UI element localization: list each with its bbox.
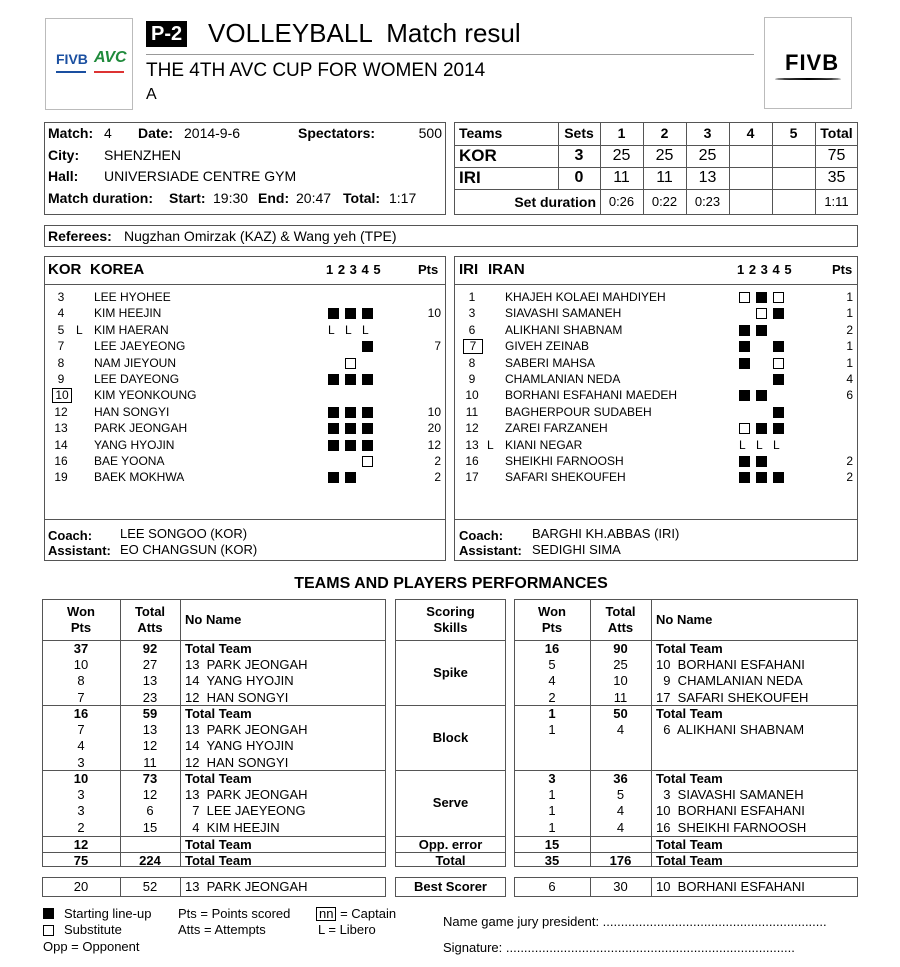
- libero-flag: [487, 453, 499, 469]
- won-points: 1: [548, 819, 556, 835]
- player-starting-square: [773, 374, 784, 385]
- player-number: 3: [57, 290, 65, 304]
- player-starting-square: [362, 440, 373, 451]
- skill-total: Total: [435, 853, 466, 868]
- performance-title: TEAMS AND PLAYERS PERFORMANCES: [294, 575, 608, 592]
- player-name: 13 PARK JEONGAH: [185, 722, 308, 738]
- row-label: Total Team: [656, 837, 723, 852]
- player-starting-square: [739, 358, 750, 369]
- won-points: 3: [548, 771, 556, 786]
- substitute-square: [43, 925, 54, 936]
- libero-flag: [487, 338, 499, 354]
- player-starting-square: [756, 292, 767, 303]
- won-points: 10: [73, 771, 89, 786]
- won-points: 75: [73, 853, 89, 868]
- player-name: Total Team: [185, 771, 252, 786]
- libero-flag: [487, 305, 499, 321]
- libero-flag: [487, 469, 499, 485]
- player-starting-square: [773, 407, 784, 418]
- player-number: 7: [57, 339, 65, 354]
- player-starting-square: [756, 423, 767, 434]
- player-number: 1: [468, 290, 476, 304]
- player-name: BAGHERPOUR SUDABEH: [505, 404, 652, 419]
- player-starting-square: [756, 472, 767, 483]
- player-name: SABERI MAHSA: [505, 355, 596, 370]
- player-substitute-square: [773, 292, 784, 303]
- player-name: Total Team: [185, 641, 252, 656]
- player-starting-square: [739, 325, 750, 336]
- player-starting-square: [362, 407, 373, 418]
- player-starting-square: [739, 390, 750, 401]
- total-attempts: 176: [609, 853, 632, 868]
- player-name: LEE DAYEONG: [94, 372, 180, 386]
- libero-flag: [76, 469, 88, 485]
- player-points: [411, 371, 441, 387]
- coach-kor: LEE SONGOO (KOR): [120, 526, 248, 541]
- player-points: 2: [846, 454, 853, 468]
- player-starting-square: [739, 341, 750, 352]
- total-attempts: 224: [139, 853, 161, 868]
- player-name: 13 PARK JEONGAH: [185, 657, 308, 673]
- player-number-captain: 10: [52, 388, 72, 403]
- total-attempts: 92: [142, 641, 158, 656]
- player-number: 16: [54, 454, 68, 468]
- total-attempts: 4: [616, 722, 625, 738]
- total-attempts: [590, 755, 651, 771]
- player-starting-square: [362, 374, 373, 385]
- player-number: 8: [57, 355, 65, 370]
- player-name: HAN SONGYI: [94, 404, 170, 419]
- won-points: 2: [548, 689, 556, 705]
- player-starting-square: [756, 456, 767, 467]
- player-name: 10 BORHANI ESFAHANI: [656, 657, 805, 673]
- total-attempts: 4: [616, 803, 625, 819]
- player-name: SAFARI SHEKOUFEH: [505, 470, 626, 485]
- player-number: 11: [465, 404, 479, 419]
- player-name: 13 PARK JEONGAH: [185, 787, 308, 803]
- player-name: YANG HYOJIN: [94, 437, 175, 452]
- starting-lineup-square: [43, 908, 54, 919]
- start-time: 19:30: [213, 190, 249, 206]
- player-points: [411, 387, 441, 403]
- total-attempts: 5: [616, 787, 625, 803]
- total-attempts: [120, 837, 180, 853]
- player-name: LEE HYOHEE: [94, 290, 171, 304]
- player-points: 1: [846, 290, 853, 304]
- player-name: GIVEH ZEINAB: [505, 339, 590, 354]
- won-points: 35: [544, 853, 560, 868]
- player-name: KIANI NEGAR: [505, 437, 583, 452]
- won-points: 3: [77, 803, 85, 819]
- total-attempts: 13: [142, 722, 158, 738]
- player-libero-mark: L: [739, 437, 746, 452]
- player-points: 2: [434, 470, 441, 485]
- won-points: 8: [77, 673, 85, 689]
- won-points: 5: [548, 657, 556, 673]
- won-points: 3: [77, 787, 85, 803]
- libero-flag: [487, 322, 499, 338]
- score-team-kor: KOR: [459, 146, 497, 165]
- player-starting-square: [773, 341, 784, 352]
- player-number: 16: [465, 454, 479, 468]
- player-number: 19: [54, 470, 68, 485]
- player-substitute-square: [756, 308, 767, 319]
- player-points: [411, 322, 441, 338]
- total-attempts: 36: [613, 771, 628, 786]
- player-starting-square: [345, 472, 356, 483]
- player-substitute-square: [362, 456, 373, 467]
- player-points: 20: [427, 421, 441, 436]
- player-points: [411, 355, 441, 371]
- player-number: 12: [54, 404, 68, 419]
- player-name: 16 SHEIKHI FARNOOSH: [656, 819, 807, 835]
- skill-block: Block: [432, 730, 469, 745]
- player-name: 14 YANG HYOJIN: [185, 738, 294, 754]
- total-attempts: 50: [613, 706, 628, 721]
- player-name: Total Team: [656, 706, 723, 721]
- total-attempts: 15: [142, 819, 158, 835]
- player-points: 7: [434, 339, 441, 354]
- player-points: [411, 289, 441, 305]
- pool-label: A: [146, 86, 157, 103]
- libero-flag: [487, 371, 499, 387]
- score-team-iri: IRI: [459, 168, 481, 187]
- won-points: 1: [548, 803, 556, 819]
- player-substitute-square: [739, 292, 750, 303]
- player-name: NAM JIEYOUN: [94, 355, 177, 370]
- won-points: 15: [544, 837, 560, 852]
- player-points: 12: [427, 437, 441, 452]
- player-points: 2: [846, 322, 853, 337]
- player-substitute-square: [739, 423, 750, 434]
- total-attempts: 73: [142, 771, 158, 786]
- player-number: 3: [468, 306, 476, 321]
- player-number: 5: [57, 322, 65, 337]
- libero-flag: [76, 371, 88, 387]
- player-starting-square: [362, 423, 373, 434]
- total-attempts: 10: [613, 673, 628, 689]
- libero-flag: [76, 355, 88, 371]
- player-name: 4 KIM HEEJIN: [185, 819, 280, 835]
- assistant-iri: SEDIGHI SIMA: [532, 542, 621, 557]
- total-attempts: 12: [142, 738, 158, 754]
- libero-flag: [487, 289, 499, 305]
- fivb-logo-small: FIVB: [56, 51, 88, 67]
- player-starting-square: [773, 423, 784, 434]
- signature-line: Signature: ................................................................................: [443, 940, 795, 955]
- player-number: 13: [465, 437, 479, 452]
- player-number: 12: [465, 421, 479, 436]
- libero-flag: [76, 420, 88, 436]
- total-attempts: 90: [613, 641, 628, 656]
- hall: UNIVERSIADE CENTRE GYM: [104, 168, 297, 184]
- player-number: 17: [465, 470, 479, 485]
- player-number: 8: [468, 355, 476, 370]
- player-starting-square: [739, 472, 750, 483]
- captain-box: nn: [316, 907, 336, 921]
- libero-flag: [76, 453, 88, 469]
- won-points: 16: [544, 641, 560, 656]
- player-number: 9: [468, 372, 476, 386]
- player-starting-square: [328, 374, 339, 385]
- player-number: 13: [54, 421, 68, 436]
- won-points: 37: [73, 641, 89, 656]
- won-points: 1: [548, 722, 556, 738]
- page-badge: P-2: [146, 21, 187, 47]
- won-points: 4: [77, 738, 85, 754]
- player-name: 17 SAFARI SHEKOUFEH: [656, 689, 809, 705]
- player-name: Total Team: [656, 641, 723, 656]
- total-attempts: [590, 738, 651, 754]
- player-starting-square: [345, 407, 356, 418]
- player-name: 10 BORHANI ESFAHANI: [656, 803, 805, 819]
- player-starting-square: [756, 325, 767, 336]
- jury-president-line: Name game jury president: ..............................................................: [443, 914, 827, 929]
- player-name: 12 HAN SONGYI: [185, 754, 289, 770]
- player-starting-square: [345, 423, 356, 434]
- player-name: 6 ALIKHANI SHABNAM: [656, 722, 805, 738]
- player-points: 6: [846, 388, 853, 403]
- player-name: KHAJEH KOLAEI MAHDIYEH: [505, 290, 666, 304]
- won-points: 4: [548, 673, 556, 689]
- end-time: 20:47: [296, 190, 332, 206]
- won-points: 10: [73, 657, 89, 673]
- player-points: [823, 437, 853, 453]
- player-name: 7 LEE JAEYEONG: [185, 803, 306, 819]
- player-libero-mark: L: [362, 322, 369, 337]
- player-name: BAEK MOKHWA: [94, 470, 185, 485]
- player-points: 4: [846, 372, 853, 386]
- match-number: 4: [104, 125, 112, 141]
- won-points: 2: [77, 819, 85, 835]
- player-starting-square: [328, 440, 339, 451]
- player-points: 2: [846, 470, 853, 485]
- player-name: Total Team: [185, 706, 252, 721]
- total-attempts: 59: [142, 706, 158, 721]
- player-name: KIM HEEJIN: [94, 306, 162, 321]
- player-starting-square: [328, 407, 339, 418]
- libero-flag: [76, 305, 88, 321]
- total-attempts: 23: [142, 689, 158, 705]
- player-starting-square: [739, 456, 750, 467]
- player-name: 9 CHAMLANIAN NEDA: [656, 673, 803, 689]
- won-points: 1: [548, 706, 556, 721]
- player-starting-square: [362, 341, 373, 352]
- total-attempts: [590, 837, 651, 853]
- city: SHENZHEN: [104, 147, 182, 163]
- assistant-kor: EO CHANGSUN (KOR): [120, 542, 258, 557]
- player-libero-mark: L: [756, 437, 763, 452]
- total-attempts: 4: [616, 819, 625, 835]
- player-points: [823, 404, 853, 420]
- player-points: 2: [434, 454, 441, 468]
- player-substitute-square: [773, 358, 784, 369]
- spectators-count: 500: [418, 125, 442, 141]
- won-points: 7: [77, 722, 85, 738]
- player-number: 14: [54, 437, 68, 452]
- libero-flag: [76, 289, 88, 305]
- total-attempts: 25: [613, 657, 628, 673]
- libero-flag: L: [76, 322, 83, 337]
- won-points: [514, 755, 590, 771]
- player-number: 9: [57, 372, 65, 386]
- player-number: 6: [468, 322, 476, 337]
- skill-opp_error: Opp. error: [418, 837, 483, 852]
- player-starting-square: [345, 308, 356, 319]
- libero-flag: L: [487, 437, 494, 452]
- team-name-korea: KOREA: [90, 261, 145, 278]
- total-attempts: 11: [613, 689, 628, 705]
- player-number: 4: [57, 306, 65, 321]
- player-name: KIM YEONKOUNG: [94, 388, 197, 403]
- player-libero-mark: L: [328, 322, 335, 337]
- player-name: Total Team: [656, 771, 723, 786]
- total-attempts: 13: [142, 673, 158, 689]
- total-attempts: 12: [142, 787, 158, 803]
- player-number-captain: 7: [463, 339, 483, 354]
- skill-serve: Serve: [432, 795, 469, 810]
- libero-flag: [487, 404, 499, 420]
- libero-flag: [487, 355, 499, 371]
- player-points: 1: [846, 355, 853, 370]
- libero-flag: [76, 404, 88, 420]
- player-points: 1: [846, 339, 853, 354]
- total-attempts: 11: [143, 754, 157, 770]
- won-points: [514, 738, 590, 754]
- player-name: LEE JAEYEONG: [94, 339, 186, 354]
- won-points: 12: [73, 837, 89, 852]
- player-name: ALIKHANI SHABNAM: [505, 322, 623, 337]
- row-label: Total Team: [656, 853, 723, 868]
- player-name: 12 HAN SONGYI: [185, 689, 289, 705]
- avc-logo: [45, 18, 133, 110]
- coach-iri: BARGHI KH.ABBAS (IRI): [532, 526, 680, 541]
- fivb-logo: FIVB: [764, 17, 852, 109]
- won-points: 16: [73, 706, 89, 721]
- player-points: 10: [427, 404, 441, 419]
- player-libero-mark: L: [773, 437, 780, 452]
- team-name-iran: IRAN: [488, 261, 525, 278]
- total-attempts: 27: [142, 657, 158, 673]
- player-starting-square: [362, 308, 373, 319]
- player-name: KIM HAERAN: [94, 322, 169, 337]
- player-name: 3 SIAVASHI SAMANEH: [656, 787, 804, 803]
- player-substitute-square: [345, 358, 356, 369]
- row-label: Total Team: [185, 837, 252, 852]
- libero-flag: [487, 387, 499, 403]
- player-name: ZAREI FARZANEH: [505, 421, 608, 436]
- won-points: 7: [77, 689, 85, 705]
- page-title: VOLLEYBALL Match resul: [208, 18, 521, 48]
- avc-logo-text: AVC: [94, 49, 127, 66]
- player-name: BAE YOONA: [94, 454, 165, 468]
- player-starting-square: [345, 440, 356, 451]
- won-points: 1: [548, 787, 556, 803]
- player-starting-square: [756, 390, 767, 401]
- player-points: 10: [427, 306, 441, 321]
- row-label: Total Team: [185, 853, 252, 868]
- player-name: CHAMLANIAN NEDA: [505, 372, 621, 386]
- libero-flag: [487, 420, 499, 436]
- match-date: 2014-9-6: [184, 125, 241, 141]
- total-attempts: 6: [146, 803, 154, 819]
- libero-flag: [76, 387, 88, 403]
- won-points: 3: [77, 754, 85, 770]
- skill-spike: Spike: [433, 665, 468, 680]
- player-number: 10: [465, 388, 479, 403]
- libero-flag: [76, 437, 88, 453]
- libero-flag: [76, 338, 88, 354]
- referees-names: Nugzhan Omirzak (KAZ) & Wang yeh (TPE): [124, 228, 397, 244]
- event-title: THE 4TH AVC CUP FOR WOMEN 2014: [146, 60, 486, 81]
- player-starting-square: [328, 423, 339, 434]
- player-starting-square: [328, 308, 339, 319]
- player-points: [823, 420, 853, 436]
- player-starting-square: [773, 308, 784, 319]
- total-time: 1:17: [389, 190, 417, 206]
- player-name: 14 YANG HYOJIN: [185, 673, 294, 689]
- player-starting-square: [773, 472, 784, 483]
- player-name: SHEIKHI FARNOOSH: [505, 454, 624, 468]
- player-name: SIAVASHI SAMANEH: [505, 306, 622, 321]
- player-points: 1: [846, 306, 853, 321]
- player-name: PARK JEONGAH: [94, 421, 188, 436]
- player-libero-mark: L: [345, 322, 352, 337]
- player-name: BORHANI ESFAHANI MAEDEH: [505, 388, 678, 403]
- player-starting-square: [345, 374, 356, 385]
- player-starting-square: [328, 472, 339, 483]
